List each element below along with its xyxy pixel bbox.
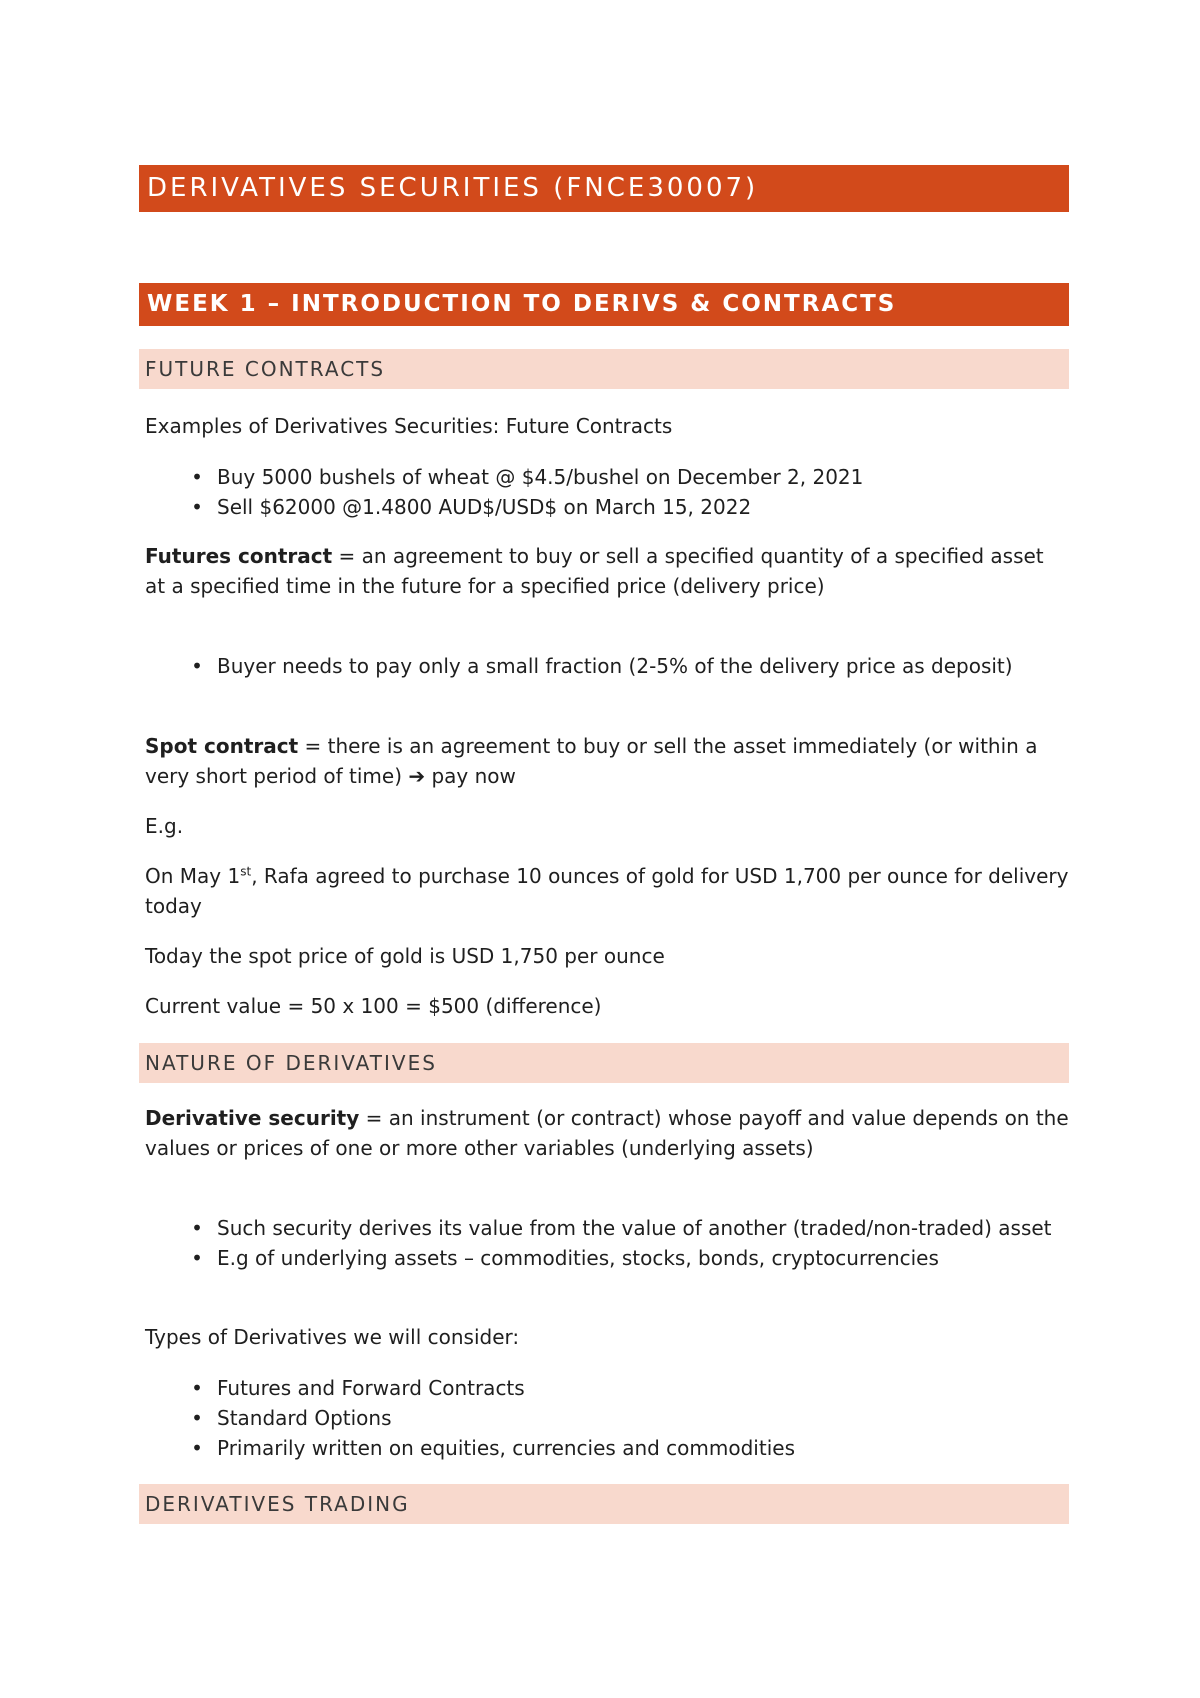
section-heading-nature-of-derivatives: NATURE OF DERIVATIVES xyxy=(139,1043,1069,1083)
future-contracts-intro: Examples of Derivatives Securities: Future Contracts xyxy=(145,414,673,438)
list-item: • Sell $62000 @1.4800 AUD$/USD$ on March 15, 2022 xyxy=(145,492,1069,522)
list-item: • Buyer needs to pay only a small fraction (2-5% of the delivery price as deposit) xyxy=(145,651,1069,681)
derivative-security-points xyxy=(139,1213,1069,1273)
derivative-types-list xyxy=(139,1373,1069,1463)
futures-contract-points xyxy=(139,651,1069,681)
gold-example: On May 1st, Rafa agreed to purchase 10 ounces of gold for USD 1,700 per ounce for delivery today xyxy=(145,864,1069,918)
term-derivative-security: Derivative security xyxy=(145,1106,360,1130)
current-value-statement: Current value = 50 x 100 = $500 (difference) xyxy=(145,994,602,1018)
spot-contract-definition: Spot contract = there is an agreement to buy or sell the asset immediately (or within a very short period of time) ➔ pay now xyxy=(145,734,1038,788)
section-heading-derivatives-trading: DERIVATIVES TRADING xyxy=(139,1484,1069,1524)
list-item: • E.g of underlying assets – commodities, stocks, bonds, cryptocurrencies xyxy=(145,1243,1069,1273)
bullet-icon: • xyxy=(191,654,203,678)
term-spot-contract: Spot contract xyxy=(145,734,299,758)
future-contracts-examples xyxy=(139,462,1069,522)
list-item: • Such security derives its value from the value of another (traded/non-traded) asset xyxy=(145,1213,1069,1243)
futures-contract-definition: Futures contract = an agreement to buy or sell a specified quantity of a specified asset at a specified time in the future for a specified price (delivery price) xyxy=(145,544,1044,598)
week-heading: WEEK 1 – INTRODUCTION TO DERIVS & CONTRACTS xyxy=(139,283,1069,326)
spot-price-statement: Today the spot price of gold is USD 1,750 per ounce xyxy=(145,944,665,968)
bullet-icon: • xyxy=(191,465,203,489)
list-item: • Futures and Forward Contracts xyxy=(145,1373,1069,1403)
list-item: • Primarily written on equities, currencies and commodities xyxy=(145,1433,1069,1463)
bullet-icon: • xyxy=(191,1376,203,1400)
bullet-icon: • xyxy=(191,1246,203,1270)
derivative-security-definition: Derivative security = an instrument (or contract) whose payoff and value depends on the values or prices of one or more other variables (underlying assets) xyxy=(145,1106,1069,1160)
term-futures-contract: Futures contract xyxy=(145,544,333,568)
section-heading-future-contracts: FUTURE CONTRACTS xyxy=(139,349,1069,389)
document-title: DERIVATIVES SECURITIES (FNCE30007) xyxy=(139,165,1069,212)
types-intro: Types of Derivatives we will consider: xyxy=(145,1325,520,1349)
list-item: • Buy 5000 bushels of wheat @ $4.5/bushel on December 2, 2021 xyxy=(145,462,1069,492)
bullet-icon: • xyxy=(191,1406,203,1430)
bullet-icon: • xyxy=(191,1436,203,1460)
bullet-icon: • xyxy=(191,495,203,519)
list-item: • Standard Options xyxy=(145,1403,1069,1433)
bullet-icon: • xyxy=(191,1216,203,1240)
arrow-right-icon: ➔ xyxy=(408,764,426,788)
example-label: E.g. xyxy=(145,814,184,838)
